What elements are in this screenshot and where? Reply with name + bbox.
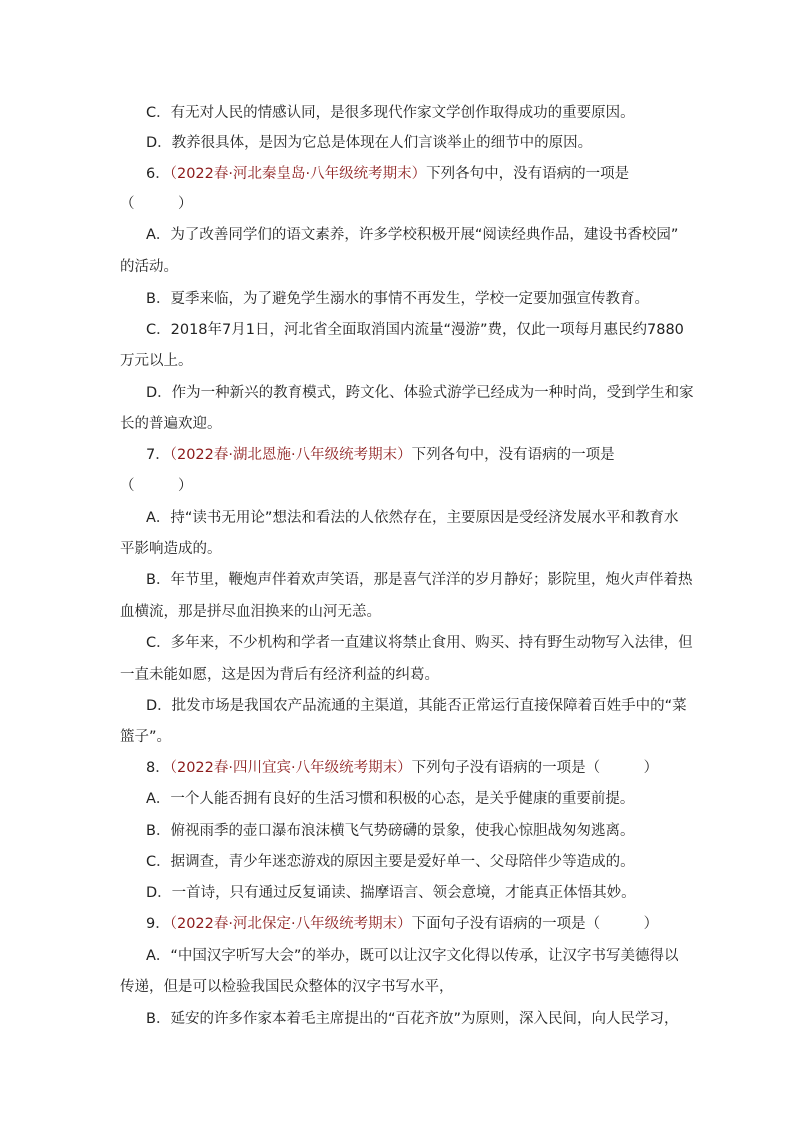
option-a: A．持“读书无用论”想法和看法的人依然存在，主要原因是受经济发展水平和教育水 bbox=[146, 510, 679, 526]
option-b-cont: 血横流，那是拼尽血泪换来的山河无恙。 bbox=[120, 604, 381, 620]
option-d-cont: 篮子”。 bbox=[120, 729, 172, 745]
option-d: D．作为一种新兴的教育模式，跨文化、体验式游学已经成为一种时尚，受到学生和家 bbox=[146, 385, 694, 401]
question-source: （2022春·四川宜宾·八年级统考期末） bbox=[169, 760, 412, 776]
option-c: C．2018年7月1日，河北省全面取消国内流量“漫游”费，仅此一项每月惠民约7880 bbox=[146, 322, 684, 338]
option-c-prev: C．有无对人民的情感认同，是很多现代作家文学创作取得成功的重要原因。 bbox=[146, 105, 635, 121]
question-stem: 下列各句中，没有语病的一项是 bbox=[426, 166, 630, 182]
option-a: A．一个人能否拥有良好的生活习惯和积极的心态，是关乎健康的重要前提。 bbox=[146, 791, 635, 807]
question-8-header bbox=[146, 758, 658, 778]
question-9-header bbox=[146, 914, 658, 934]
option-a-cont: 平影响造成的。 bbox=[120, 541, 222, 557]
option-c: C．据调查，青少年迷恋游戏的原因主要是爱好单一、父母陪伴少等造成的。 bbox=[146, 854, 635, 870]
question-number: 7． bbox=[146, 447, 170, 463]
question-number: 9． bbox=[146, 916, 170, 932]
option-c-cont: 万元以上。 bbox=[120, 353, 193, 369]
option-c-cont: 一直未能如愿，这是因为背后有经济利益的纠葛。 bbox=[120, 667, 439, 683]
question-stem: 下面句子没有语病的一项是（ ） bbox=[411, 916, 659, 932]
option-d-prev: D．教养很具体，是因为它总是体现在人们言谈举止的细节中的原因。 bbox=[146, 135, 593, 151]
option-a-cont: 的活动。 bbox=[120, 259, 178, 275]
answer-blank: （ ） bbox=[120, 196, 193, 212]
option-a: A．为了改善同学们的语文素养，许多学校积极开展“阅读经典作品，建设书香校园” bbox=[146, 227, 679, 243]
option-b: B．延安的许多作家本着毛主席提出的“百花齐放”为原则，深入民间，向人民学习， bbox=[146, 1011, 679, 1027]
question-stem: 下列各句中，没有语病的一项是 bbox=[411, 447, 615, 463]
question-number: 8． bbox=[146, 760, 170, 776]
option-d-cont: 长的普遍欢迎。 bbox=[120, 416, 222, 432]
option-d: D．一首诗，只有通过反复诵读、揣摩语言、领会意境，才能真正体悟其妙。 bbox=[146, 885, 636, 901]
option-b: B．俯视雨季的壶口瀑布浪沫横飞气势磅礴的景象，使我心惊胆战匆匆逃离。 bbox=[146, 823, 635, 839]
question-7-header bbox=[146, 445, 615, 465]
question-source: （2022春·河北保定·八年级统考期末） bbox=[169, 916, 412, 932]
question-stem: 下列句子没有语病的一项是（ ） bbox=[411, 760, 659, 776]
question-number: 6． bbox=[146, 166, 170, 182]
option-a: A．“中国汉字听写大会”的举办，既可以让汉字文化得以传承，让汉字书写美德得以 bbox=[146, 948, 679, 964]
option-a-cont: 传递，但是可以检验我国民众整体的汉字书写水平， bbox=[120, 979, 454, 995]
question-source: （2022春·湖北恩施·八年级统考期末） bbox=[169, 447, 412, 463]
option-c: C．多年来，不少机构和学者一直建议将禁止食用、购买、持有野生动物写入法律，但 bbox=[146, 635, 693, 651]
option-b: B．年节里，鞭炮声伴着欢声笑语，那是喜气洋洋的岁月静好；影院里，炮火声伴着热 bbox=[146, 572, 693, 588]
question-source: （2022春·河北秦皇岛·八年级统考期末） bbox=[169, 166, 427, 182]
question-6-header bbox=[146, 164, 629, 184]
option-d: D．批发市场是我国农产品流通的主渠道，其能否正常运行直接保障着百姓手中的“菜 bbox=[146, 698, 687, 714]
answer-blank: （ ） bbox=[120, 478, 193, 494]
option-b: B．夏季来临，为了避免学生溺水的事情不再发生，学校一定要加强宣传教育。 bbox=[146, 291, 649, 307]
